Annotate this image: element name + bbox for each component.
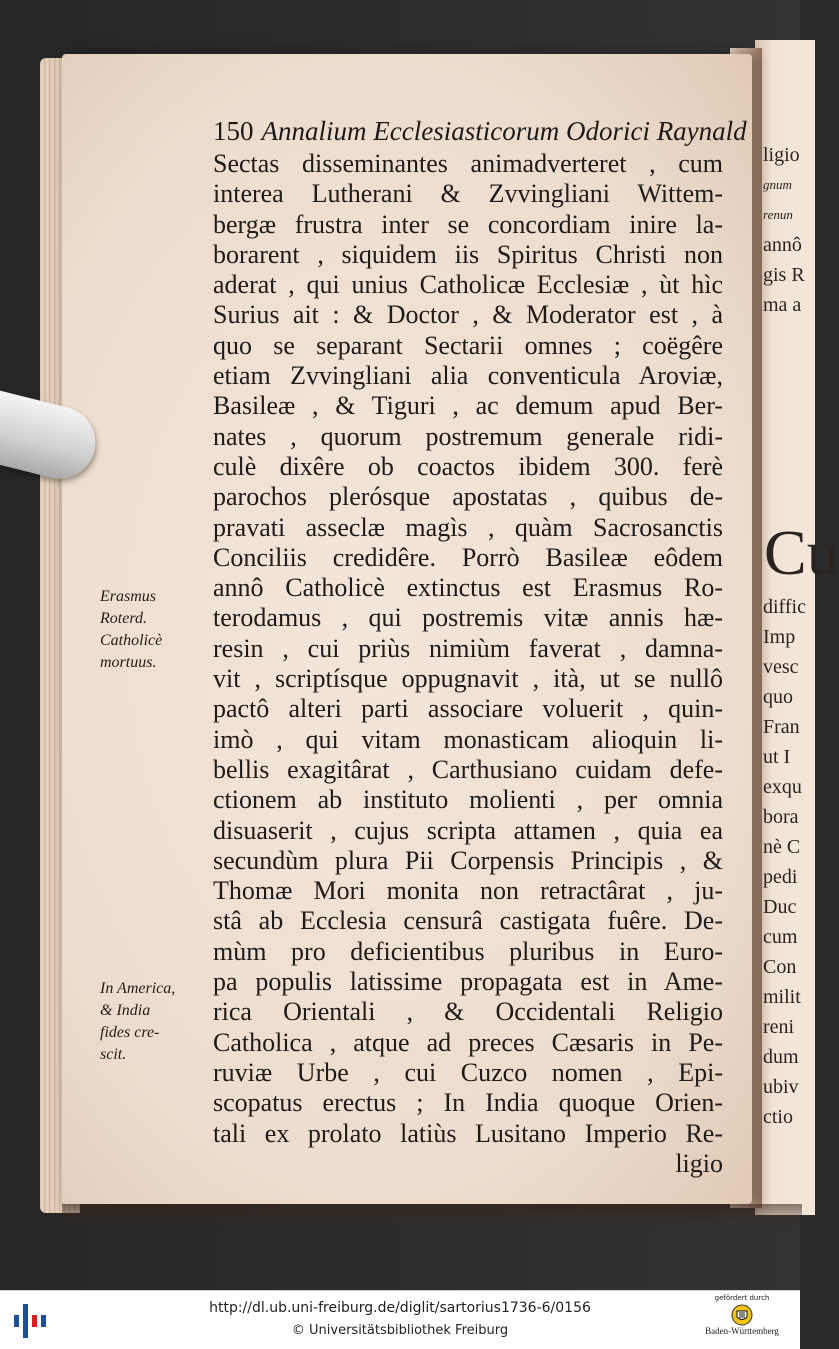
running-head <box>213 113 747 149</box>
text-line: ligio <box>675 1148 723 1178</box>
text-line: Sectas disseminantes animadverteret , cum <box>213 149 723 178</box>
text-line: mùm pro deficientibus pluribus in Euro- <box>213 936 723 966</box>
margin-note-line: In America, <box>100 980 176 997</box>
text-line: ctionem ab instituto molienti , per omnia <box>213 785 723 815</box>
text-line: annô Catholicè extinctus est Erasmus Ro- <box>213 573 723 603</box>
text-line: Surius ait : & Doctor , & Moderator est , à <box>213 300 723 330</box>
text-line: parochos plerósque apostatas , quibus de- <box>213 482 723 512</box>
right-fragment: dum <box>763 1046 799 1068</box>
margin-note-america <box>100 978 212 1066</box>
text-line: pa populis latissime propagata est in Ame- <box>213 967 723 997</box>
right-fragment: vesc <box>763 656 799 678</box>
margin-note-erasmus <box>100 586 212 674</box>
right-fragment: ligio <box>763 144 800 166</box>
page-number: 150 <box>213 116 254 146</box>
text-line: vit , scriptísque oppugnavit , ità, ut se nullô <box>213 664 723 694</box>
text-line: scopatus erectus ; In India quoque Orien- <box>213 1088 723 1118</box>
right-fragment: Fran <box>763 716 800 738</box>
right-fragment: ma a <box>763 294 802 316</box>
text-line: aderat , qui unius Catholicæ Ecclesiæ , ùt hìc <box>213 270 723 300</box>
text-line: etiam Zvvingliani alia conventicula Aroviæ, <box>213 361 723 391</box>
funder-name: Baden-Württemberg <box>705 1326 779 1336</box>
margin-note-line: scit. <box>100 1046 127 1063</box>
right-fragment: cum <box>763 926 798 948</box>
right-fragment: pedi <box>763 866 798 888</box>
page-shadow <box>62 1204 802 1230</box>
margin-note-line: Erasmus <box>100 588 157 605</box>
right-fragment: bora <box>763 806 799 828</box>
margin-note-line: Catholicè <box>100 632 163 649</box>
text-line: Catholica , atque ad preces Cæsaris in Pe- <box>213 1027 723 1057</box>
right-fragment: gnum <box>763 177 792 192</box>
right-fragment: annô <box>763 234 802 256</box>
right-fragment: ctio <box>763 1106 793 1128</box>
text-line: borarent , siquidem iis Spiritus Christi non <box>213 239 723 269</box>
text-line: Basileæ , & Tiguri , ac demum apud Ber- <box>213 391 723 421</box>
text-line: ruviæ Urbe , cui Cuzco nomen , Epi- <box>213 1057 723 1087</box>
text-line: tali ex prolato latiùs Lusitano Imperio Re- <box>213 1118 723 1148</box>
right-fragment: milit <box>763 986 801 1008</box>
coat-of-arms-icon <box>731 1304 753 1326</box>
margin-note-line: mortuus. <box>100 654 157 671</box>
right-fragment: ubiv <box>763 1076 799 1098</box>
right-fragment: gis R <box>763 264 805 286</box>
right-fragment: Imp <box>763 626 796 648</box>
right-fragment: ut I <box>763 746 791 768</box>
funded-by-label: gefördert durch <box>714 1294 770 1302</box>
right-page-lower-fragments <box>763 592 823 1132</box>
text-line: stâ ab Ecclesia censurâ castigata fuêre. De- <box>213 906 723 936</box>
funding-badge <box>690 1294 794 1336</box>
text-line: disuaserit , cujus scripta attamen , quia ea <box>213 815 723 845</box>
right-page-top-fragments <box>763 140 823 320</box>
text-line: pravati asseclæ magìs , quàm Sacrosanctis <box>213 512 723 542</box>
running-head-title: Annalium Ecclesiasticorum Odorici Raynald <box>261 116 747 146</box>
margin-note-line: fides cre- <box>100 1024 160 1041</box>
right-fragment: Duc <box>763 896 797 918</box>
text-line: bergæ frustra inter se concordiam inire la- <box>213 209 723 239</box>
right-page-drop-cap: Cu <box>764 517 839 588</box>
text-line: culè dixêre ob coactos ibidem 300. ferè <box>213 451 723 481</box>
right-fragment: reni <box>763 1016 795 1038</box>
right-fragment: nè C <box>763 836 801 858</box>
text-line: Conciliis credidêre. Porrò Basileæ eôdem <box>213 542 723 572</box>
text-line: quo se separant Sectarii omnes ; coëgêre <box>213 330 723 360</box>
text-line: imò , qui vitam monasticam alioquin li- <box>213 724 723 754</box>
right-fragment: Con <box>763 956 797 978</box>
text-line: resin , cui priùs nimiùm faverat , damna- <box>213 633 723 663</box>
margin-note-line: Roterd. <box>100 610 147 627</box>
copyright-notice: © Universitätsbibliothek Freiburg <box>291 1323 509 1338</box>
right-fragment: diffic <box>763 596 806 618</box>
right-fragment: exqu <box>763 776 802 798</box>
text-line: bellis exagitârat , Carthusiano cuidam defe- <box>213 754 723 784</box>
text-line: interea Lutherani & Zvvingliani Wittem- <box>213 179 723 209</box>
text-line: rica Orientali , & Occidentali Religio <box>213 997 723 1027</box>
text-line: nates , quorum postremum generale ridi- <box>213 421 723 451</box>
text-line: terodamus , qui postremis vitæ annis hæ- <box>213 603 723 633</box>
main-text-block <box>213 149 723 1179</box>
text-line: Thomæ Mori monita non retractârat , ju- <box>213 876 723 906</box>
footer-bar <box>0 1290 800 1349</box>
right-fragment: quo <box>763 686 793 708</box>
right-fragment: renun <box>763 207 793 222</box>
text-line: pactô alteri parti associare voluerit , quin- <box>213 694 723 724</box>
text-line: secundùm plura Pii Corpensis Principis , & <box>213 845 723 875</box>
margin-note-line: & India <box>100 1002 151 1019</box>
permalink-url[interactable]: http://dl.ub.uni-freiburg.de/diglit/sartorius1736-6/0156 <box>209 1300 591 1316</box>
